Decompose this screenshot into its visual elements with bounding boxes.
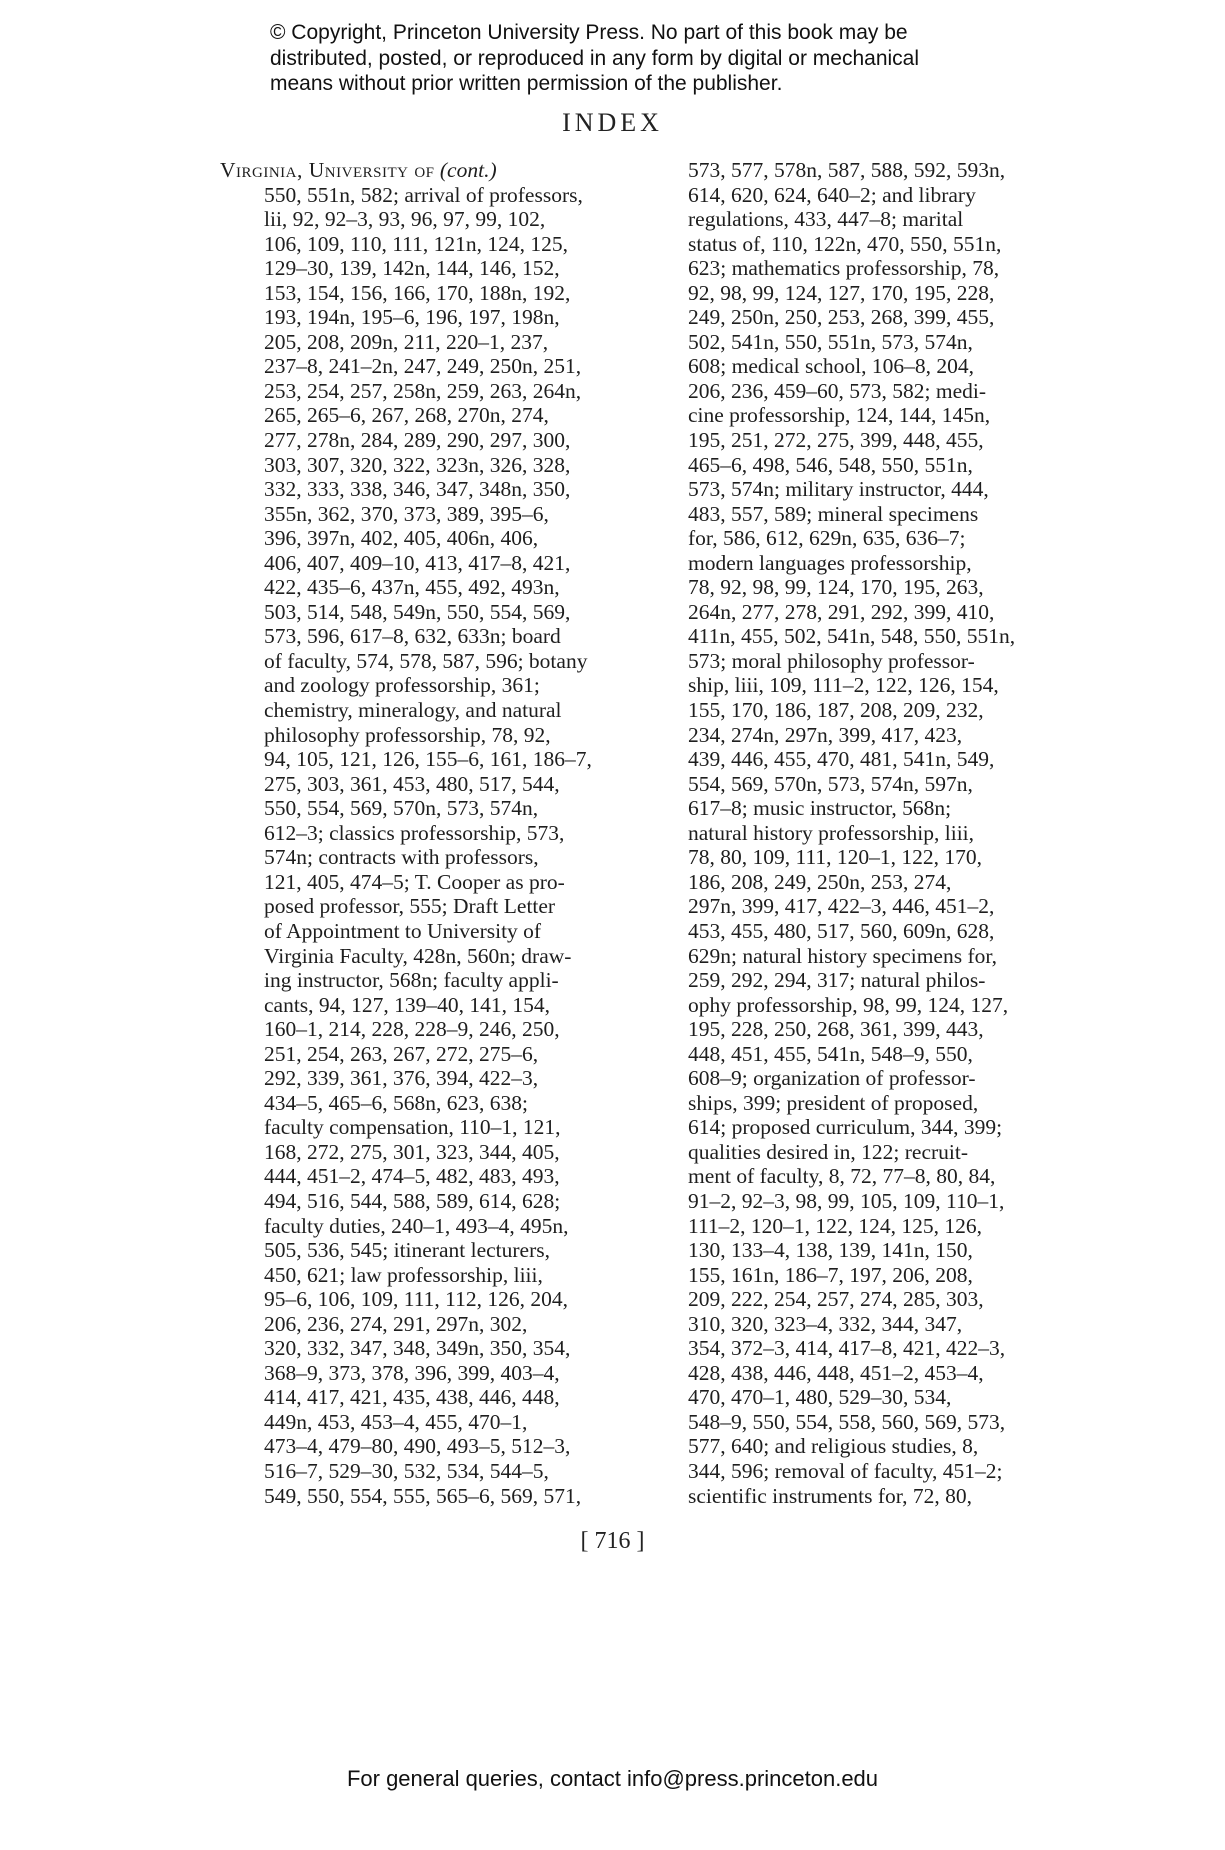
index-line: 253, 254, 257, 258n, 259, 263, 264n, bbox=[264, 378, 582, 403]
index-line: 320, 332, 347, 348, 349n, 350, 354, bbox=[264, 1336, 571, 1361]
index-line: 155, 170, 186, 187, 208, 209, 232, bbox=[688, 698, 984, 723]
index-line: 406, 407, 409–10, 413, 417–8, 421, bbox=[264, 550, 571, 575]
index-line: 368–9, 373, 378, 396, 399, 403–4, bbox=[264, 1360, 560, 1385]
index-line: 396, 397n, 402, 405, 406n, 406, bbox=[264, 526, 539, 551]
footer-contact: For general queries, contact info@press.princeton.edu bbox=[346, 1766, 879, 1791]
index-line: 614, 620, 624, 640–2; and library bbox=[688, 182, 976, 207]
index-line: and zoology professorship, 361; bbox=[264, 673, 540, 698]
index-line: 503, 514, 548, 549n, 550, 554, 569, bbox=[264, 599, 571, 624]
index-line: 95–6, 106, 109, 111, 112, 126, 204, bbox=[264, 1287, 568, 1312]
index-line: 206, 236, 459–60, 573, 582; medi- bbox=[688, 378, 986, 403]
index-line: 111–2, 120–1, 122, 124, 125, 126, bbox=[688, 1213, 983, 1238]
index-line: 277, 278n, 284, 289, 290, 297, 300, bbox=[264, 428, 571, 453]
index-line: of faculty, 574, 578, 587, 596; botany bbox=[264, 648, 588, 673]
copyright-line: © Copyright, Princeton University Press. No part of this book may be bbox=[270, 21, 908, 44]
index-line: 121, 405, 474–5; T. Cooper as pro- bbox=[264, 869, 565, 894]
index-line: faculty duties, 240–1, 493–4, 495n, bbox=[264, 1213, 569, 1238]
index-line: for, 586, 612, 629n, 635, 636–7; bbox=[688, 526, 966, 551]
index-line: 414, 417, 421, 435, 438, 446, 448, bbox=[264, 1385, 560, 1410]
index-line: philosophy professorship, 78, 92, bbox=[264, 722, 551, 747]
index-line: 160–1, 214, 228, 228–9, 246, 250, bbox=[264, 1017, 560, 1042]
index-line: natural history professorship, liii, bbox=[688, 820, 975, 845]
index-line: 251, 254, 263, 267, 272, 275–6, bbox=[264, 1041, 539, 1066]
index-line: 465–6, 498, 546, 548, 550, 551n, bbox=[688, 452, 973, 477]
index-line: 297n, 399, 417, 422–3, 446, 451–2, bbox=[688, 894, 995, 919]
index-line: 614; proposed curriculum, 344, 399; bbox=[688, 1115, 1003, 1140]
index-line: 193, 194n, 195–6, 196, 197, 198n, bbox=[264, 305, 560, 330]
index-line: 608–9; organization of professor- bbox=[688, 1066, 976, 1091]
index-line: ships, 399; president of proposed, bbox=[688, 1090, 979, 1115]
index-line: 92, 98, 99, 124, 127, 170, 195, 228, bbox=[688, 280, 995, 305]
index-line: 516–7, 529–30, 532, 534, 544–5, bbox=[264, 1458, 549, 1483]
index-line: 292, 339, 361, 376, 394, 422–3, bbox=[264, 1066, 539, 1091]
index-line: 422, 435–6, 437n, 455, 492, 493n, bbox=[264, 575, 560, 600]
index-line: 332, 333, 338, 346, 347, 348n, 350, bbox=[264, 477, 571, 502]
index-line: regulations, 433, 447–8; marital bbox=[688, 207, 964, 232]
index-line: 168, 272, 275, 301, 323, 344, 405, bbox=[264, 1139, 560, 1164]
index-line: 573, 577, 578n, 587, 588, 592, 593n, bbox=[688, 158, 1006, 182]
index-line: of Appointment to University of bbox=[264, 918, 542, 943]
index-line: 494, 516, 544, 588, 589, 614, 628; bbox=[264, 1188, 561, 1213]
index-line: 473–4, 479–80, 490, 493–5, 512–3, bbox=[264, 1434, 571, 1459]
index-line: 444, 451–2, 474–5, 482, 483, 493, bbox=[264, 1164, 560, 1189]
index-line: 265, 265–6, 267, 268, 270n, 274, bbox=[264, 403, 549, 428]
index-line: 195, 251, 272, 275, 399, 448, 455, bbox=[688, 428, 984, 453]
index-line: lii, 92, 92–3, 93, 96, 97, 99, 102, bbox=[264, 207, 546, 232]
index-line: 153, 154, 156, 166, 170, 188n, 192, bbox=[264, 280, 571, 305]
index-line: 78, 92, 98, 99, 124, 170, 195, 263, bbox=[688, 575, 984, 600]
index-line: 205, 208, 209n, 211, 220–1, 237, bbox=[264, 329, 549, 354]
index-line: 548–9, 550, 554, 558, 560, 569, 573, bbox=[688, 1409, 1006, 1434]
index-line: 129–30, 139, 142n, 144, 146, 152, bbox=[264, 256, 560, 281]
index-line: 186, 208, 249, 250n, 253, 274, bbox=[688, 869, 952, 894]
index-line: 505, 536, 545; itinerant lecturers, bbox=[264, 1238, 550, 1263]
index-column-right bbox=[688, 158, 1088, 1508]
index-line: 155, 161n, 186–7, 197, 206, 208, bbox=[688, 1262, 973, 1287]
index-line: 439, 446, 455, 470, 481, 541n, 549, bbox=[688, 747, 995, 772]
index-line: ophy professorship, 98, 99, 124, 127, bbox=[688, 992, 1009, 1017]
index-line: 209, 222, 254, 257, 274, 285, 303, bbox=[688, 1287, 984, 1312]
index-line: 470, 470–1, 480, 529–30, 534, bbox=[688, 1385, 952, 1410]
index-line: 264n, 277, 278, 291, 292, 399, 410, bbox=[688, 599, 995, 624]
index-line: chemistry, mineralogy, and natural bbox=[264, 698, 562, 723]
index-line: 206, 236, 274, 291, 297n, 302, bbox=[264, 1311, 528, 1336]
index-line: posed professor, 555; Draft Letter bbox=[264, 894, 556, 919]
index-line: scientific instruments for, 72, 80, bbox=[688, 1483, 972, 1508]
index-line: 573, 596, 617–8, 632, 633n; board bbox=[264, 624, 561, 649]
index-line: 483, 557, 589; mineral specimens bbox=[688, 501, 979, 526]
index-line: 629n; natural history specimens for, bbox=[688, 943, 998, 968]
index-line: 502, 541n, 550, 551n, 573, 574n, bbox=[688, 329, 973, 354]
index-line: 106, 109, 110, 111, 121n, 124, 125, bbox=[264, 231, 568, 256]
index-line: 577, 640; and religious studies, 8, bbox=[688, 1434, 979, 1459]
index-line: faculty compensation, 110–1, 121, bbox=[264, 1115, 561, 1140]
index-line: 550, 554, 569, 570n, 573, 574n, bbox=[264, 796, 539, 821]
index-line: 94, 105, 121, 126, 155–6, 161, 186–7, bbox=[264, 747, 592, 772]
index-line: 303, 307, 320, 322, 323n, 326, 328, bbox=[264, 452, 571, 477]
entry-heading bbox=[220, 158, 640, 183]
index-line: Virginia Faculty, 428n, 560n; draw- bbox=[264, 943, 572, 968]
index-line: cine professorship, 124, 144, 145n, bbox=[688, 403, 991, 428]
index-line: 344, 596; removal of faculty, 451–2; bbox=[688, 1458, 1003, 1483]
index-line: 623; mathematics professorship, 78, bbox=[688, 256, 1000, 281]
copyright-line: means without prior written permission of the publisher. bbox=[270, 72, 783, 95]
index-line: 450, 621; law professorship, liii, bbox=[264, 1262, 543, 1287]
index-line: 612–3; classics professorship, 573, bbox=[264, 820, 565, 845]
index-line: 608; medical school, 106–8, 204, bbox=[688, 354, 975, 379]
page-title: INDEX bbox=[562, 108, 663, 137]
index-line: 428, 438, 446, 448, 451–2, 453–4, bbox=[688, 1360, 984, 1385]
index-line: 434–5, 465–6, 568n, 623, 638; bbox=[264, 1090, 528, 1115]
index-line: 310, 320, 323–4, 332, 344, 347, bbox=[688, 1311, 963, 1336]
index-line: 237–8, 241–2n, 247, 249, 250n, 251, bbox=[264, 354, 582, 379]
index-line: 259, 292, 294, 317; natural philos- bbox=[688, 968, 986, 993]
index-line: 91–2, 92–3, 98, 99, 105, 109, 110–1, bbox=[688, 1188, 1005, 1213]
index-line: 554, 569, 570n, 573, 574n, 597n, bbox=[688, 771, 973, 796]
copyright-notice bbox=[270, 20, 1050, 97]
index-line: 249, 250n, 250, 253, 268, 399, 455, bbox=[688, 305, 995, 330]
index-line: 448, 451, 455, 541n, 548–9, 550, bbox=[688, 1041, 973, 1066]
index-line: 275, 303, 361, 453, 480, 517, 544, bbox=[264, 771, 560, 796]
index-line: ment of faculty, 8, 72, 77–8, 80, 84, bbox=[688, 1164, 996, 1189]
index-line: 617–8; music instructor, 568n; bbox=[688, 796, 952, 821]
right-column-lines bbox=[688, 158, 1088, 1508]
entry-heading-cont: (cont.) bbox=[439, 158, 497, 182]
entry-heading-name: Virginia, University of bbox=[220, 158, 435, 182]
left-column-lines bbox=[220, 183, 640, 1509]
index-line: 549, 550, 554, 555, 565–6, 569, 571, bbox=[264, 1483, 582, 1508]
index-line: 573; moral philosophy professor- bbox=[688, 648, 975, 673]
index-line: status of, 110, 122n, 470, 550, 551n, bbox=[688, 231, 1002, 256]
index-line: cants, 94, 127, 139–40, 141, 154, bbox=[264, 992, 551, 1017]
index-line: 234, 274n, 297n, 399, 417, 423, bbox=[688, 722, 963, 747]
copyright-line: distributed, posted, or reproduced in any form by digital or mechanical bbox=[270, 46, 920, 70]
index-line: 453, 455, 480, 517, 560, 609n, 628, bbox=[688, 918, 995, 943]
index-line: 195, 228, 250, 268, 361, 399, 443, bbox=[688, 1017, 984, 1042]
index-line: 550, 551n, 582; arrival of professors, bbox=[264, 182, 583, 207]
index-line: 449n, 453, 453–4, 455, 470–1, bbox=[264, 1409, 528, 1434]
index-line: 78, 80, 109, 111, 120–1, 122, 170, bbox=[688, 845, 983, 870]
index-line: 355n, 362, 370, 373, 389, 395–6, bbox=[264, 501, 549, 526]
index-line: 574n; contracts with professors, bbox=[264, 845, 539, 870]
index-line: 354, 372–3, 414, 417–8, 421, 422–3, bbox=[688, 1336, 1006, 1361]
page-number: [ 716 ] bbox=[580, 1528, 645, 1554]
index-line: 411n, 455, 502, 541n, 548, 550, 551n, bbox=[688, 624, 1016, 649]
index-line: qualities desired in, 122; recruit- bbox=[688, 1139, 969, 1164]
index-line: 130, 133–4, 138, 139, 141n, 150, bbox=[688, 1238, 973, 1263]
index-column-left bbox=[220, 158, 640, 1508]
index-line: modern languages professorship, bbox=[688, 550, 972, 575]
index-line: ship, liii, 109, 111–2, 122, 126, 154, bbox=[688, 673, 999, 698]
index-line: ing instructor, 568n; faculty appli- bbox=[264, 968, 559, 993]
index-line: 573, 574n; military instructor, 444, bbox=[688, 477, 989, 502]
